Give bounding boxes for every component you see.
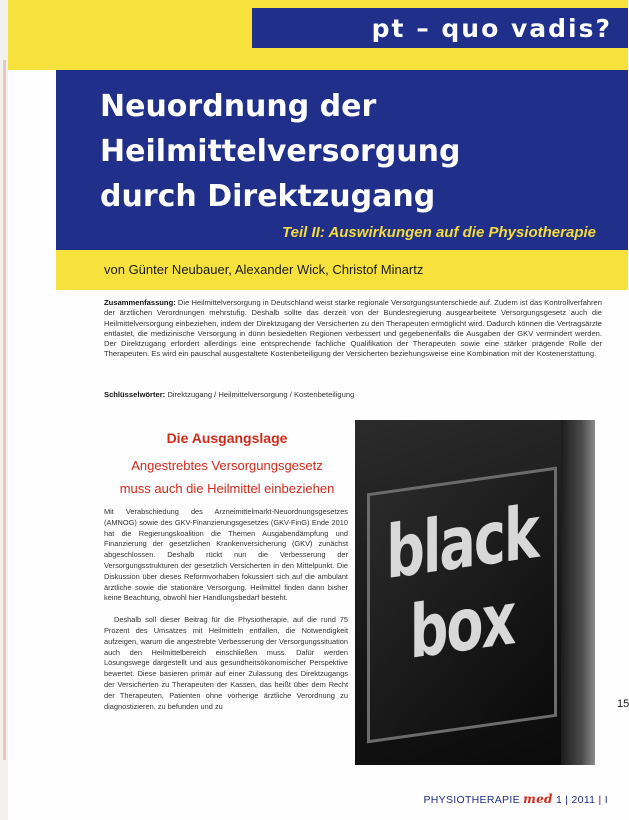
title-line-3: durch Direktzugang <box>100 179 436 214</box>
title-line-1: Neuordnung der <box>100 89 377 124</box>
abstract-text: Die Heilmittelversorgung in Deutschland weist starke regionale Versorgungsunterschiede auf. Zudem ist das Kontrollverfahren der ärztlichen Verordnungen mehrstufig. Deshalb sollte das derzeit von der Bundesregierung ausgearbeitete Versorgungsgesetz auch die Heilmittelversorgung einbeziehen, indem der Direktzugang der Versicherten zu den Therapeuten ermöglicht wird. Dadurch können die Vertragsärzte entlastet, die medizinische Versorgung in dünn besiedelten Regionen verbessert und gegebenenfalls die Ausgaben der GKV vermindert werden. Der Direktzugang erfordert allerdings eine entsprechende fachliche Qualifikation der Therapeuten sowie eine stärker prägende Rolle der Therapeuten. Es wird ein pauschal ausgestaltete Kostenbeteiligung der Versicherten beziehungsweise eine Kombination mit der Kostenerstattung. <box>104 298 602 359</box>
keywords-text: Direktzugang / Heilmittelversorgung / Kostenbeteiligung <box>167 390 355 399</box>
section-heading: Die Ausgangslage <box>166 430 288 446</box>
body-paragraph-1: Mit Verabschiedung des Arzneimittelmarkt-Neuordnungsgesetzes (AMNOG) sowie des GKV-Finanzierungsgesetzes (GKV-FinG) Ende 2010 hat die Regierungskoalition die Themen Ausgabendämpfung und Finanzierung der gesetzlichen Krankenversicherung (GKV) zunächst abgeschlossen. Deshalb rückt nun die Verbesserung der Versorgungsstrukturen der gesetzlich Versicherten in den Mittelpunkt. Die Diskussion über dieses Reformvorhaben fokussiert sich auf die ambulant ärztliche sowie die stationäre Versorgung. Heilmittel finden dann bisher keine Beachtung, obwohl hier Handlungsbedarf besteht. <box>104 507 348 603</box>
abstract <box>104 298 602 360</box>
margin-page-number: 15 <box>617 698 629 710</box>
footer-issue: 1 | 2011 | I <box>555 794 608 806</box>
page-footer <box>423 792 608 806</box>
article-title <box>100 84 600 219</box>
footer-med-logo: med <box>523 792 553 806</box>
title-line-2: Heilmittelversorgung <box>100 134 461 169</box>
body-paragraph-2: Deshalb soll dieser Beitrag für die Physiotherapie, auf die rund 75 Prozent des Umsatzes mit Heilmitteln entfallen, die Notwendigkeit aufzeigen, warum die angestrebte Verbesserung der Versorgungssituation auch den Heilmittelbereich einschließen muss. Dafür werden Lösungswege dargestellt und aus gesundheitsökonomischer Perspektive bewertet. Diese basieren primär auf einer Zulassung des Direktzugangs der Versicherten zu Therapeuten der Kassen, das heißt über dem Recht der Therapeuten, Patienten ohne vorherige ärztliche Verordnung zu diagnostizieren, zu befunden und zu <box>104 615 348 711</box>
keywords-label: Schlüsselwörter: <box>104 390 166 399</box>
black-box-object <box>367 467 557 744</box>
photo-text-box: box <box>409 575 515 676</box>
body-column <box>104 507 348 712</box>
photo-text-black: black <box>386 489 538 596</box>
page-edge-accent <box>3 60 6 760</box>
black-box-photo <box>355 420 595 765</box>
section-subheading-2: muss auch die Heilmittel einbeziehen <box>119 481 335 496</box>
section-subheading-1: Angestrebtes Versorgungsgesetz <box>131 458 323 473</box>
series-title: pt – quo vadis? <box>252 8 628 48</box>
footer-journal: PHYSIOTHERAPIE <box>423 794 520 806</box>
article-subtitle: Teil II: Auswirkungen auf die Physiotherapie <box>282 224 596 241</box>
authors: von Günter Neubauer, Alexander Wick, Christof Minartz <box>104 262 424 277</box>
keywords <box>104 390 602 399</box>
abstract-label: Zusammenfassung: <box>104 298 176 307</box>
photo-light-edge <box>561 420 595 765</box>
